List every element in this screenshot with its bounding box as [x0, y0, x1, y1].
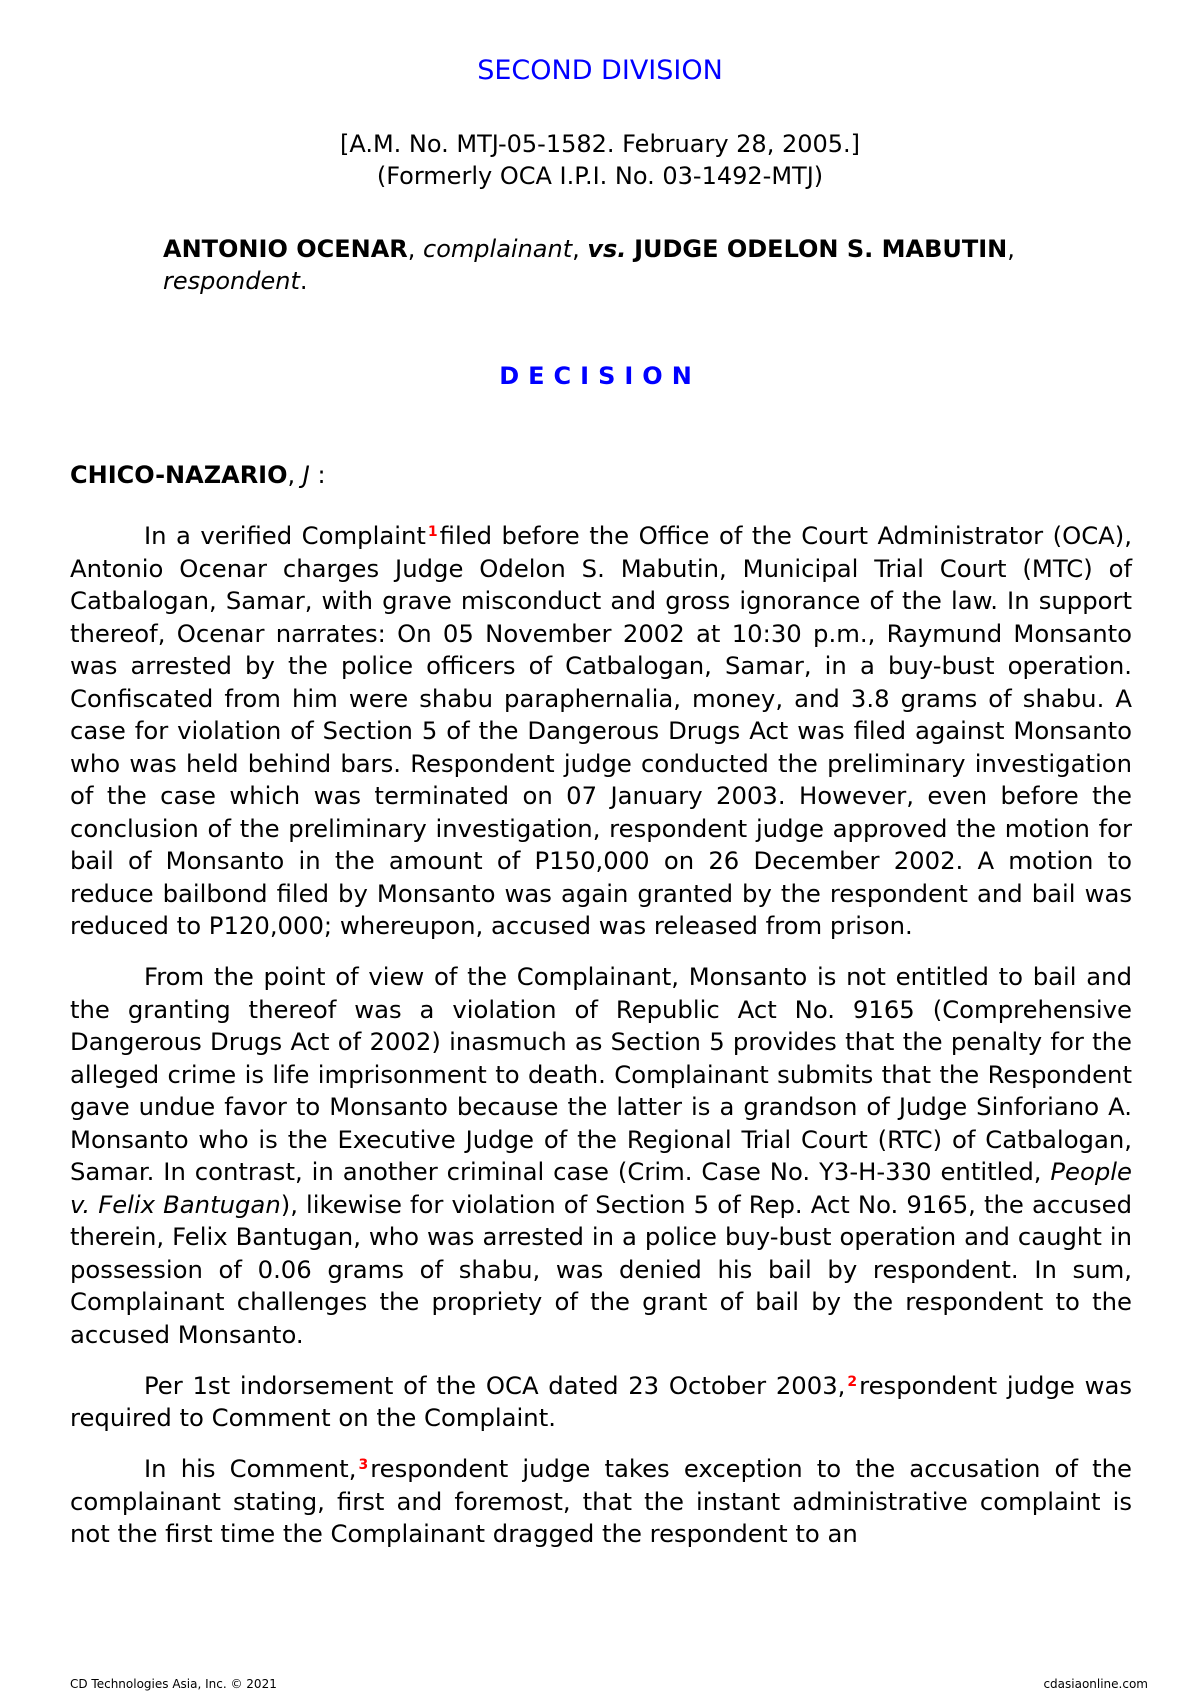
versus: vs. [587, 235, 627, 263]
paragraph-text: Per 1st indorsement of the OCA dated 23 October 2003, [144, 1370, 846, 1400]
case-citation: People v. Felix Bantugan [70, 1157, 1132, 1219]
paragraph-text: respondent judge was required to Comment on the Complaint. [70, 1370, 1132, 1432]
decision-body [70, 520, 1132, 1569]
case-number: [A.M. No. MTJ-05-1582. February 28, 2005.] [339, 130, 861, 158]
footnote-link-1[interactable]: 1 [427, 524, 438, 540]
footer-copyright: CD Technologies Asia, Inc. © 2021 [70, 1677, 277, 1691]
paragraph-text: From the point of view of the Complainant, Monsanto is not entitled to bail and the granting thereof was a violation of Republic Act No. 9165 (Comprehensive Dangerous Drugs Act of 2002) inasmuch as Section 5 provides that the penalty for the alleged crime is life imprisonment to death. Complainant submits that the Respondent gave undue favor to Monsanto because the latter is a grandson of Judge Sinforiano A. Monsanto who is the Executive Judge of the Regional Trial Court (RTC) of Catbalogan, Samar. In contrast, in another criminal case (Crim. Case No. Y3-H-330 entitled, [70, 962, 1132, 1186]
footnote-link-3[interactable]: 3 [358, 1457, 369, 1473]
ponente-title: J [302, 461, 310, 489]
paragraph-2 [70, 961, 1132, 1351]
paragraph-3 [70, 1370, 1132, 1435]
case-parties: ANTONIO OCENAR, complainant, vs. JUDGE ODELON S. MABUTIN, respondent. [163, 235, 1015, 295]
respondent-role: respondent [163, 267, 300, 295]
former-case-number: (Formerly OCA I.P.I. No. 03-1492-MTJ) [376, 162, 824, 190]
ponente-name: CHICO-NAZARIO [70, 461, 288, 489]
paragraph-text: In a verified Complaint [144, 521, 426, 550]
complainant-role: complainant [423, 235, 573, 263]
paragraph-text: ), likewise for violation of Section 5 of Rep. Act No. 9165, the accused therein, Felix Bantugan, who was arrested in a police buy-bust operation and caught in possession of 0.06 grams of shabu, was denied his bail by respondent. In sum, Complainant challenges the propriety of the grant of bail by the respondent to the accused Monsanto. [70, 1189, 1132, 1349]
footer-site: cdasiaonline.com [1043, 1677, 1148, 1691]
paragraph-text: In his Comment, [144, 1454, 357, 1483]
division-heading: SECOND DIVISION [477, 55, 723, 86]
paragraph-text: respondent judge takes exception to the accusation of the complainant stating, first and foremost, that the instant administrative complaint is not the first time the Complainant dragged the respondent to an [70, 1454, 1132, 1548]
complainant-name: ANTONIO OCENAR [163, 235, 408, 263]
paragraph-1 [70, 520, 1132, 943]
case-number-block [0, 128, 1200, 192]
ponente: CHICO-NAZARIO, J : [70, 461, 326, 489]
paragraph-text: filed before the Office of the Court Administrator (OCA), Antonio Ocenar charges Judge Odelon S. Mabutin, Municipal Trial Court (MTC) of Catbalogan, Samar, with grave misconduct and gross ignorance of the law. In support thereof, Ocenar narrates: On 05 November 2002 at 10:30 p.m., Raymund Monsanto was arrested by the police officers of Catbalogan, Samar, in a buy-bust operation. Confiscated from him were shabu paraphernalia, money, and 3.8 grams of shabu. A case for violation of Section 5 of the Dangerous Drugs Act was filed against Monsanto who was held behind bars. Respondent judge conducted the preliminary investigation of the case which was terminated on 07 January 2003. However, even before the conclusion of the preliminary investigation, respondent judge approved the motion for bail of Monsanto in the amount of P150,000 on 26 December 2002. A motion to reduce bailbond filed by Monsanto was again granted by the respondent and bail was reduced to P120,000; whereupon, accused was released from prison. [70, 521, 1132, 940]
paragraph-4 [70, 1453, 1132, 1551]
decision-title: DECISION [499, 362, 701, 390]
footnote-link-2[interactable]: 2 [847, 1373, 858, 1390]
respondent-name: JUDGE ODELON S. MABUTIN [634, 235, 1008, 263]
